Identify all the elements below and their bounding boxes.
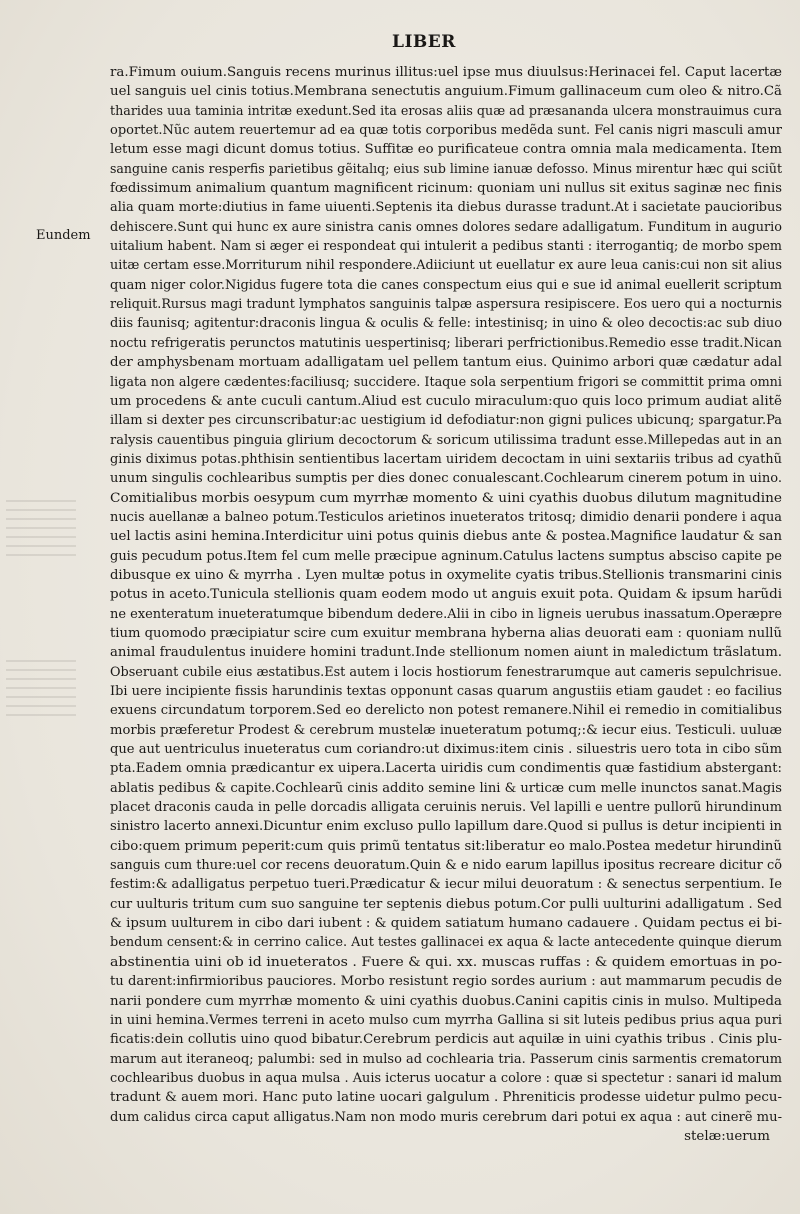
text-line: quam niger color.Nigidus fugere tota die canes conspectum eius qui e sue id animal euellerit scriptum xyxy=(110,277,782,293)
text-line: dehiscere.Sunt qui hunc ex aure sinistra canis omnes dolores sedare adalligatum. Funditum in augurio xyxy=(110,219,782,235)
text-line: Comitialibus morbis oesypum cum myrrhæ momento & uini cyathis duobus dilutum magnitudine xyxy=(110,490,782,506)
text-line: noctu refrigeratis perunctos matutinis uespertinisq; liberari perfrictionibus.Remedio esse tradit.Nican xyxy=(110,335,782,351)
text-line: morbis præferetur Prodest & cerebrum mustelæ inueteratum potumq;:& iecur eius. Testiculi. uuluæ xyxy=(110,722,782,738)
text-line: cur uulturis tritum cum suo sanguine ter septenis diebus potum.Cor pulli uulturini adalligatum . Sed xyxy=(110,896,782,912)
text-line: uel sanguis uel cinis totius.Membrana senectutis anguium.Fimum gallinaceum cum oleo & nitro.Cã xyxy=(110,84,782,100)
text-block xyxy=(110,63,792,1146)
show-through-left-2 xyxy=(6,660,76,720)
text-line: dibusque ex uino & myrrha . Lyen multæ potus in oxymelite cyatis tribus.Stellionis transmarini cinis xyxy=(110,567,782,583)
text-line: nucis auellanæ a balneo potum.Testiculos arietinos inueteratos tritosq; dimidio denarii pondere i aqua xyxy=(110,509,782,525)
text-line: ne exenteratum inueteratumque bibendum dedere.Alii in cibo in ligneis uerubus inassatum.Operæpre xyxy=(110,606,782,622)
text-line: sanguis cum thure:uel cor recens deuoratum.Quin & e nido earum lapillus ipositus recreare dicitur cõ xyxy=(110,858,782,874)
text-line: & ipsum uulturem in cibo dari iubent : & quidem satiatum humano cadauere . Quidam pectus ei bi- xyxy=(110,916,782,932)
text-line: letum esse magi dicunt domus totius. Suffitæ eo purificateue contra omnia mala medicamenta. Item xyxy=(110,142,782,158)
text-line: marum aut iteraneoq; palumbi: sed in mulso ad cochlearia tria. Passerum cinis sarmentis crematorum xyxy=(110,1051,782,1067)
text-line: ficatis:dein collutis uino quod bibatur.Cerebrum perdicis aut aquilæ in uini cyathis tribus . Cinis plu- xyxy=(110,1032,782,1048)
text-line: potus in aceto.Tunicula stellionis quam eodem modo ut anguis exuit pota. Quidam & ipsum harũdi xyxy=(110,587,782,603)
text-line: reliquit.Rursus magi tradunt lymphatos sanguinis talpæ aspersura resipiscere. Eos uero qui a nocturnis xyxy=(110,297,782,313)
text-line: uel lactis asini hemina.Interdicitur uini potus quinis diebus ante & postea.Magnifice laudatur & san xyxy=(110,529,782,545)
marginal-note: Eundem xyxy=(36,228,91,243)
text-line: dum calidus circa caput alligatus.Nam non modo muris cerebrum dari potui ex aqua : aut cinerẽ mu- xyxy=(110,1109,782,1125)
text-line: bendum censent:& in cerrino calice. Aut testes gallinacei ex aqua & lacte antecedente quinque dierum xyxy=(110,935,782,951)
text-line: um procedens & ante cuculi cantum.Aliud est cuculo miraculum:quo quis loco primum audiat alitẽ xyxy=(110,393,782,409)
text-line: alia quam morte:diutius in fame uiuenti.Septenis ita diebus durasse tradunt.At i sacietate paucioribus xyxy=(110,200,782,216)
text-line: uitæ certam esse.Morriturum nihil respondere.Adiiciunt ut euellatur ex aure leua canis:cui non sit alius xyxy=(110,258,782,274)
text-line: abstinentia uini ob id inueteratos . Fuere & qui. xx. muscas ruffas : & quidem emortuas in po- xyxy=(110,954,782,970)
text-line: que aut uentriculus inueteratus cum coriandro:ut diximus:item cinis . siluestris uero tota in cibo sũm xyxy=(110,742,782,758)
text-line: illam si dexter pes circunscribatur:ac uestigium id defodiatur:non gigni pulices ubicunq; spargatur.Pa xyxy=(110,413,782,429)
catchword: stelæ:uerum xyxy=(684,1128,770,1144)
text-line: placet draconis cauda in pelle dorcadis alligata ceruinis neruis. Vel lapilli e uentre pullorũ hirundinum xyxy=(110,800,782,816)
text-line: ablatis pedibus & capite.Cochlearũ cinis addito semine lini & urticæ cum melle inunctos sanat.Magis xyxy=(110,780,782,796)
text-line: tradunt & auem mori. Hanc puto latine uocari galgulum . Phreniticis prodesse uidetur pulmo pecu- xyxy=(110,1090,782,1106)
text-line: cochlearibus duobus in aqua mulsa . Auis icterus uocatur a colore : quæ si spectetur : sanari id malum xyxy=(110,1070,782,1086)
text-line: diis faunisq; agitentur:draconis lingua & oculis & felle: intestinisq; in uino & oleo decoctis:ac sub diuo xyxy=(110,316,782,332)
running-head: LIBER xyxy=(392,32,456,52)
text-line: festim:& adalligatus perpetuo tueri.Prædicatur & iecur milui deuoratum : & senectus serpentium. Ie xyxy=(110,877,782,893)
text-line: ralysis cauentibus pinguia glirium decoctorum & soricum utilissima tradunt esse.Millepedas aut in an xyxy=(110,432,782,448)
text-line: cibo:quem primum peperit:cum quis primũ tentatus sit:liberatur eo malo.Postea medetur hirundinũ xyxy=(110,838,782,854)
text-line: der amphysbenam mortuam adalligatam uel pellem tantum eius. Quinimo arbori quæ cædatur adal xyxy=(110,355,782,371)
text-line: oportet.Nũc autem reuertemur ad ea quæ totis corporibus medẽda sunt. Fel canis nigri masculi amur xyxy=(110,123,782,139)
text-line: pta.Eadem omnia prædicantur ex uipera.Lacerta uiridis cum condimentis quæ fastidium abstergant: xyxy=(110,761,782,777)
text-line: guis pecudum potus.Item fel cum melle præcipue agninum.Catulus lactens sumptus absciso capite pe xyxy=(110,548,782,564)
text-line: ligata non algere cædentes:faciliusq; succidere. Itaque sola serpentium frigori se committit prima omni xyxy=(110,374,782,390)
text-line: sanguine canis resperfis parietibus gẽitalıq; eius sub limine ianuæ defosso. Minus mirentur hæc qui sciũt xyxy=(110,161,782,177)
text-line: in uini hemina.Vermes terreni in aceto mulso cum myrrha Gallina si sit luteis pedibus prius aqua puri xyxy=(110,1012,782,1028)
text-line: fœdissimum animalium quantum magnificent ricinum: quoniam uni nullus sit exitus saginæ nec finis xyxy=(110,181,782,197)
text-line: ra.Fimum ouium.Sanguis recens murinus illitus:uel ipse mus diuulsus:Herinacei fel. Caput lacertæ xyxy=(110,65,782,80)
text-line: animal fraudulentus inuidere homini tradunt.Inde stellionum nomen aiunt in maledictum trãslatum. xyxy=(110,645,782,661)
text-line: narii pondere cum myrrhæ momento & uini cyathis duobus.Canini capitis cinis in mulso. Multipeda xyxy=(110,993,782,1009)
text-line: tharides uua taminia intritæ exedunt.Sed ita erosas aliis quæ ad præsananda ulcera monstrauimus cura xyxy=(110,103,782,119)
text-line: tium quomodo præcipiatur scire cum exuitur membrana hyberna alias deuorati eam : quoniam nullũ xyxy=(110,625,782,641)
text-line: Ibi uere incipiente fissis harundinis textas opponunt casas quarum angustiis etiam gaudet : eo facilius xyxy=(110,684,782,699)
text-line: ginis diximus potas.phthisin sentientibus lacertam uiridem decoctam in uini sextariis tribus ad cyathũ xyxy=(110,451,782,467)
text-line: uitalium habent. Nam si æger ei respondeat qui intulerit a pedibus stanti : iterrogantiq; de morbo spem xyxy=(110,239,782,255)
text-line: exuens circundatum torporem.Sed eo derelicto non potest remanere.Nihil ei remedio in comitialibus xyxy=(110,703,782,719)
text-line: tu darent:infirmioribus pauciores. Morbo resistunt regio sordes aurium : aut mammarum pecudis de xyxy=(110,974,782,990)
text-line: Obseruant cubile eius æstatibus.Est autem i locis hostiorum fenestrarumque aut cameris sepulchrisue. xyxy=(110,664,782,680)
show-through-left-1 xyxy=(6,500,76,560)
text-line: unum singulis cochlearibus sumptis per dies donec conualescant.Cochlearum cinerem potum in uino. xyxy=(110,471,782,487)
text-line: sinistro lacerto annexi.Dicuntur enim excluso pullo lapillum dare.Quod si pullus is detur incipienti in xyxy=(110,819,782,835)
